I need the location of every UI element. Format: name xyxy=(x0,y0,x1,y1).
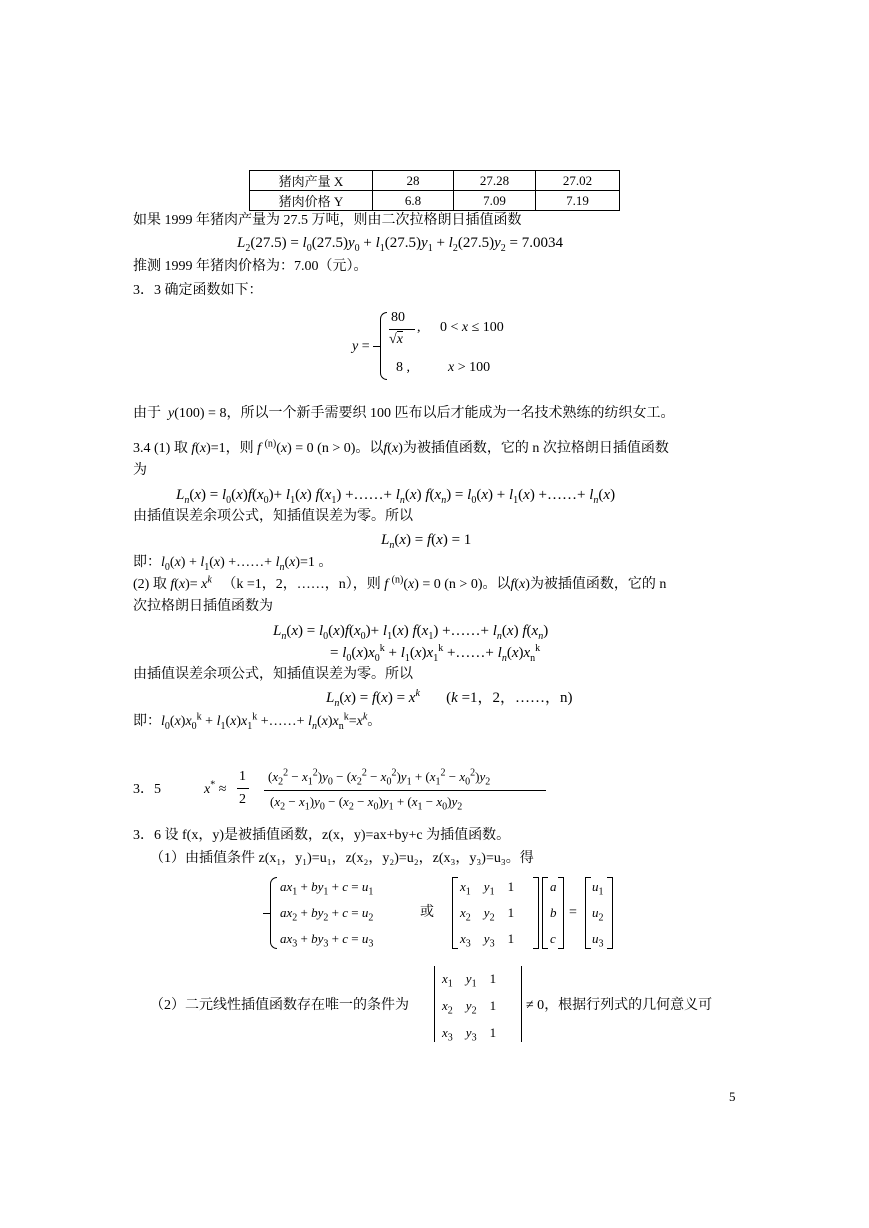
paragraph: (2) 取 $f(x)= x^k$ （k =1，2，……，n），则 f $^{(n)}$(x) = 0 (n > 0)。以f(x)为被插值函数，它的 n xyxy=(133,574,667,592)
equation: $L_n(x) = l_0(x)f(x_0)+ l_1(x)$ $f(x_1)$ +……+ $l_n(x) f(x_n) = l_0(x) + l_1(x)$ +……+ $l_n(x)$ xyxy=(176,487,616,506)
paragraph: 如果 1999 年猪肉产量为 27.5 万吨，则由二次拉格朗日插值函数 xyxy=(133,213,522,228)
paragraph: （2）二元线性插值函数存在唯一的条件为 xyxy=(150,998,409,1013)
table-cell: 7.09 xyxy=(454,191,536,211)
paragraph: 即：$l_0(x)x_0^k + l_1(x)x_1^k$ +……+ $l_n(x)x_n^k=x^k$。 xyxy=(133,711,382,732)
table-cell: 27.02 xyxy=(536,171,620,191)
table-cell: 猪肉产量 X xyxy=(250,171,373,191)
table-cell: 27.28 xyxy=(454,171,536,191)
paragraph: 次拉格朗日插值函数为 xyxy=(133,599,273,614)
paragraph: （1）由插值条件 z(x₁，y₁)=u₁，z(x₂，y₂)=u₂，z(x₃，y₃)=u₃。得 xyxy=(150,851,534,866)
equation: = $l_0(x)x_0^k + l_1(x)x_1^k$ +……+ $l_n(x)x_n^k$ xyxy=(330,643,541,664)
paragraph: 由于 y(100) = 8，所以一个新手需要织 100 匹布以后才能成为一名技术熟练的纺织女工。 xyxy=(133,406,675,421)
paragraph: 3．6 设 f(x，y)是被插值函数，z(x，y)=ax+by+c 为插值函数。 xyxy=(133,828,511,843)
paragraph: 即：$l_0(x) + l_1(x)$ +……+ $l_n(x)=1$ 。 xyxy=(133,555,333,573)
table-cell: 6.8 xyxy=(373,191,454,211)
paragraph: 推测 1999 年猪肉价格为：7.00（元）。 xyxy=(133,259,368,274)
section-heading: 3．3 确定函数如下： xyxy=(133,283,263,298)
paragraph: 由插值误差余项公式，知插值误差为零。所以 xyxy=(133,509,413,524)
equation: $L_n(x) = f(x) = 1$ xyxy=(381,532,472,551)
paragraph: 为 xyxy=(133,463,147,478)
equation: $L_n(x) = f(x) = x^k$ (k =1，2，……，n) xyxy=(326,688,573,709)
table-cell: 28 xyxy=(373,171,454,191)
table-row xyxy=(250,191,620,211)
or-label: 或 xyxy=(420,905,434,920)
paragraph: 3.4 (1) 取 f(x)=1，则 f $^{(n)}$(x) = 0 (n > 0)。以f(x)为被插值函数，它的 n 次拉格朗日插值函数 xyxy=(133,438,669,456)
table-row xyxy=(250,171,620,191)
equation: $L_n(x) = l_0(x)f(x_0)+ l_1(x)$ $f(x_1)$ +……+ $l_n(x)$ $f(x_n)$ xyxy=(273,623,549,642)
page-number: 5 xyxy=(729,1089,736,1104)
table-cell: 猪肉价格 Y xyxy=(250,191,373,211)
table-cell: 7.19 xyxy=(536,191,620,211)
equation-l2: $L_2(27.5) = l_0(27.5)y_0 + l_1(27.5)y_1 + l_2(27.5)y_2 = 7.0034$ xyxy=(237,235,563,254)
data-table xyxy=(249,170,620,211)
section-heading: 3．5 xyxy=(133,782,161,797)
paragraph: 由插值误差余项公式，知插值误差为零。所以 xyxy=(133,667,413,682)
